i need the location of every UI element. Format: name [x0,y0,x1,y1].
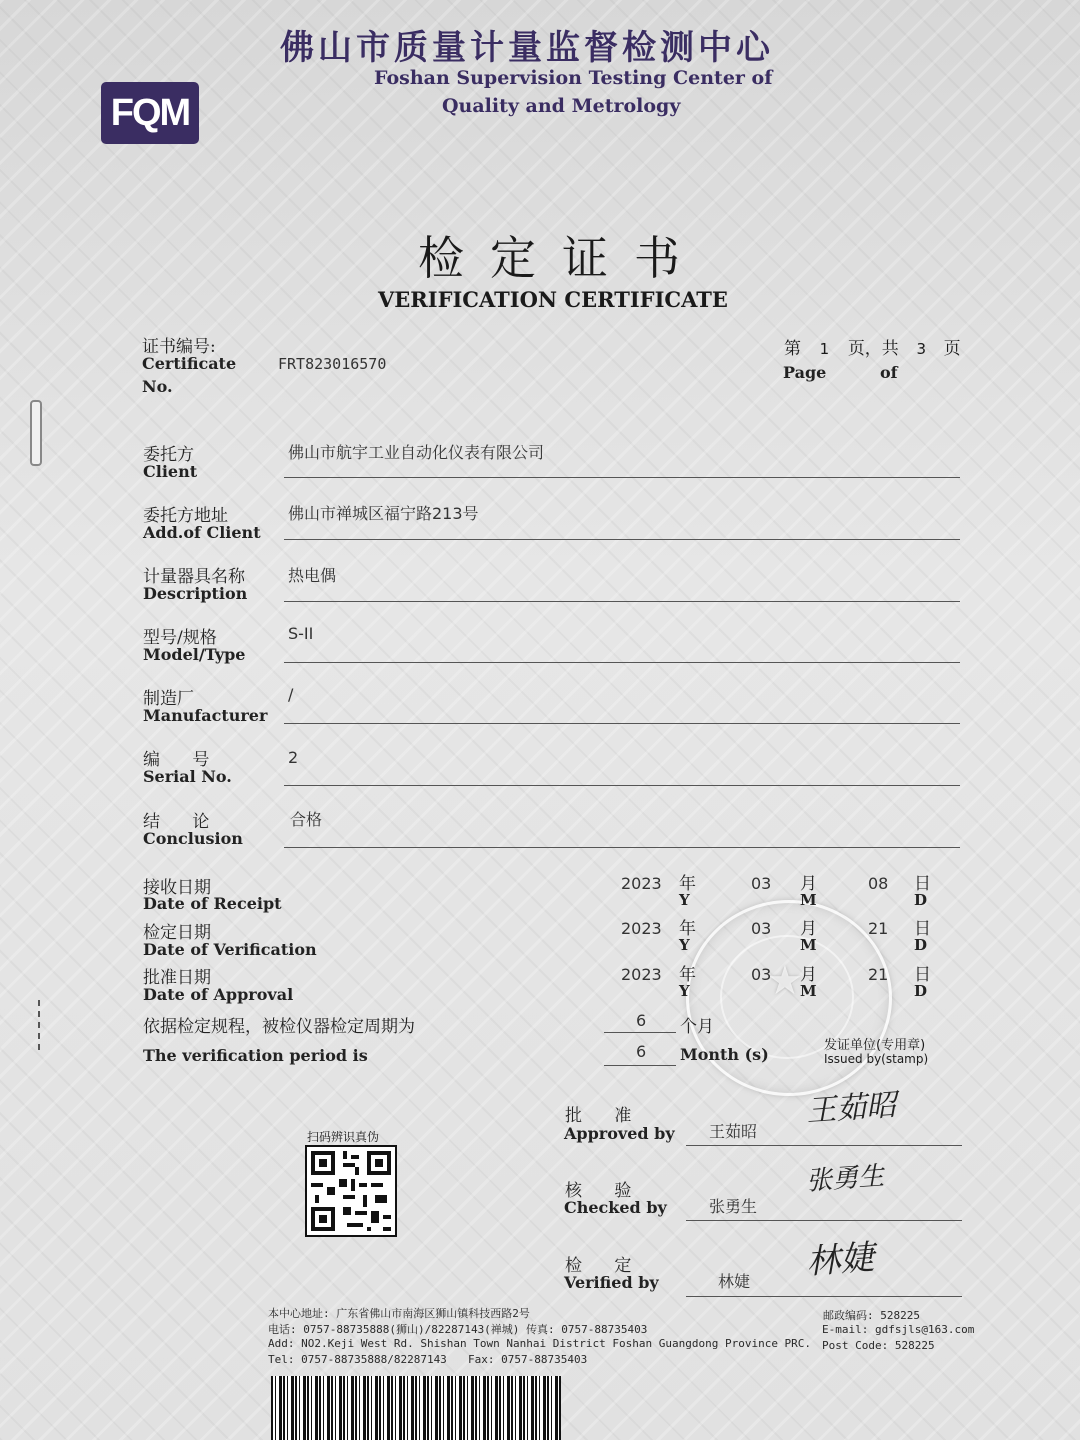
date-label-en: Date of Approval [143,985,294,1004]
field-label-en: Description [143,584,248,603]
date-year: 2023 [621,874,662,893]
page-di: 第 [784,339,801,359]
field-label-cn: 委托方 [143,445,194,465]
unit-day-cn: 日 [914,874,931,894]
field-value: S-II [288,624,314,643]
date-year: 2023 [621,965,662,984]
date-label-cn: 批准日期 [143,968,211,988]
field-underline [284,785,960,786]
cert-no-label-cn: 证书编号: [142,337,216,357]
field-underline [284,847,960,848]
footer-post-cn: 邮政编码: 528225 [823,1309,920,1322]
footer-address-cn: 本中心地址: 广东省佛山市南海区狮山镇科技西路2号 [268,1307,530,1320]
field-value: 合格 [290,810,323,829]
field-label-en: Conclusion [143,829,243,848]
field-label-en: Client [143,462,198,481]
handwritten-signature: 王茹昭 [805,1087,898,1130]
field-value: 佛山市禅城区福宁路213号 [288,504,479,523]
page-total: 3 [916,340,926,358]
cert-no-label-en-1: Certificate [142,354,237,373]
qr-pattern [307,1147,395,1235]
org-name-en-line1: Foshan Supervision Testing Center of [374,67,773,89]
field-label-cn: 型号/规格 [143,628,217,648]
unit-year-en: Y [679,936,690,954]
handwritten-signature: 林婕 [804,1237,876,1283]
date-day: 21 [868,965,889,984]
footer-fax-en: Fax: 0757-88735403 [468,1353,588,1366]
signature-name: 王茹昭 [709,1122,758,1141]
unit-month-cn: 月 [800,965,817,985]
unit-month-en: M [800,891,817,909]
field-label-en: Model/Type [143,645,246,664]
field-value: 佛山市航宇工业自动化仪表有限公司 [288,443,545,462]
footer-tel-cn: 电话: 0757-88735888(狮山)/82287143(禅城) 传真: 0757-88735403 [268,1323,648,1336]
field-label-cn: 委托方地址 [143,506,228,526]
field-underline [284,477,960,478]
unit-day-cn: 日 [914,965,931,985]
field-underline [284,539,960,540]
unit-month-cn: 月 [800,919,817,939]
footer-address-en: Add: NO2.Keji West Rd. Shishan Town Nanhai District Foshan Guangdong Province PRC. [268,1337,812,1350]
date-month: 03 [751,919,772,938]
stamp-star-icon: ★ [767,958,803,1004]
date-day: 08 [868,874,889,893]
date-day: 21 [868,919,889,938]
period-value-cn: 6 [636,1011,647,1030]
date-label-en: Date of Verification [143,940,317,959]
signature-underline [686,1220,962,1221]
logo-text: FQM [110,91,190,134]
period-text-en: The verification period is [143,1046,368,1065]
of-label-en: of [880,363,898,382]
unit-day-cn: 日 [914,919,931,939]
signature-label-en: Checked by [564,1198,667,1217]
unit-day-en: D [914,982,928,1000]
field-value: 热电偶 [288,566,337,585]
signature-name: 张勇生 [709,1197,758,1216]
signature-label-cn: 检 定 [565,1256,632,1276]
period-underline-en [604,1065,676,1066]
unit-month-en: M [800,982,817,1000]
unit-year-cn: 年 [679,965,696,985]
qr-code-icon[interactable] [305,1145,397,1237]
field-label-en: Manufacturer [143,706,268,725]
page-ye-gong: 页，共 [847,339,899,359]
org-name-en-line2: Quality and Metrology [442,95,681,117]
field-label-en: Add.of Client [143,523,261,542]
unit-year-en: Y [679,891,690,909]
field-underline [284,662,960,663]
page-ye: 页 [943,339,961,359]
signature-underline [686,1296,962,1297]
handwritten-signature: 张勇生 [805,1161,886,1197]
period-underline-cn [604,1032,676,1033]
date-label-cn: 接收日期 [143,878,211,898]
footer-post-en: Post Code: 528225 [822,1339,935,1352]
unit-month-en: M [800,936,817,954]
qr-caption: 扫码辨识真伪 [307,1130,380,1144]
signature-label-en: Verified by [564,1273,659,1292]
date-label-cn: 检定日期 [143,923,211,943]
unit-year-cn: 年 [679,874,696,894]
signature-label-cn: 批 准 [565,1106,632,1126]
fold-mark [38,1000,40,1050]
signature-name: 林婕 [718,1272,751,1291]
date-month: 03 [751,965,772,984]
binding-clip [30,400,42,466]
field-underline [284,601,960,602]
field-label-cn: 制造厂 [143,689,194,709]
title-cn: 检定证书 [418,231,706,285]
barcode-icon [271,1376,561,1440]
date-label-en: Date of Receipt [143,894,282,913]
unit-year-cn: 年 [679,919,696,939]
field-label-en: Serial No. [143,767,232,786]
field-underline [284,723,960,724]
footer-email: E-mail: gdfsjls@163.com [822,1323,975,1336]
org-name-cn: 佛山市质量计量监督检测中心 [280,28,774,68]
period-unit-cn: 个月 [680,1017,714,1037]
page-label-en: Page [783,363,827,382]
issuer-en: Issued by(stamp) [824,1052,929,1066]
cert-no-label-en-2: No. [142,377,173,396]
field-label-cn: 计量器具名称 [143,567,245,587]
footer-tel-en: Tel: 0757-88735888/82287143 [268,1353,447,1366]
fqm-logo [101,82,199,144]
field-value: 2 [288,748,299,767]
unit-day-en: D [914,891,928,909]
cert-no-value: FRT823016570 [278,355,387,373]
period-text-cn: 依据检定规程，被检仪器检定周期为 [143,1017,415,1037]
page-info-cn [784,334,961,359]
signature-label-en: Approved by [564,1124,675,1143]
issuer-cn: 发证单位(专用章) [824,1038,926,1053]
field-label-cn: 编 号 [143,750,210,770]
date-year: 2023 [621,919,662,938]
unit-year-en: Y [679,982,690,1000]
title-en: VERIFICATION CERTIFICATE [378,287,728,312]
field-label-cn: 结 论 [143,812,210,832]
unit-day-en: D [914,936,928,954]
date-month: 03 [751,874,772,893]
field-value: / [288,685,294,704]
period-unit-en: Month (s) [680,1045,769,1064]
unit-month-cn: 月 [800,874,817,894]
signature-label-cn: 核 验 [565,1181,632,1201]
page-number: 1 [819,340,830,358]
period-value-en: 6 [636,1042,647,1061]
signature-underline [686,1145,962,1146]
